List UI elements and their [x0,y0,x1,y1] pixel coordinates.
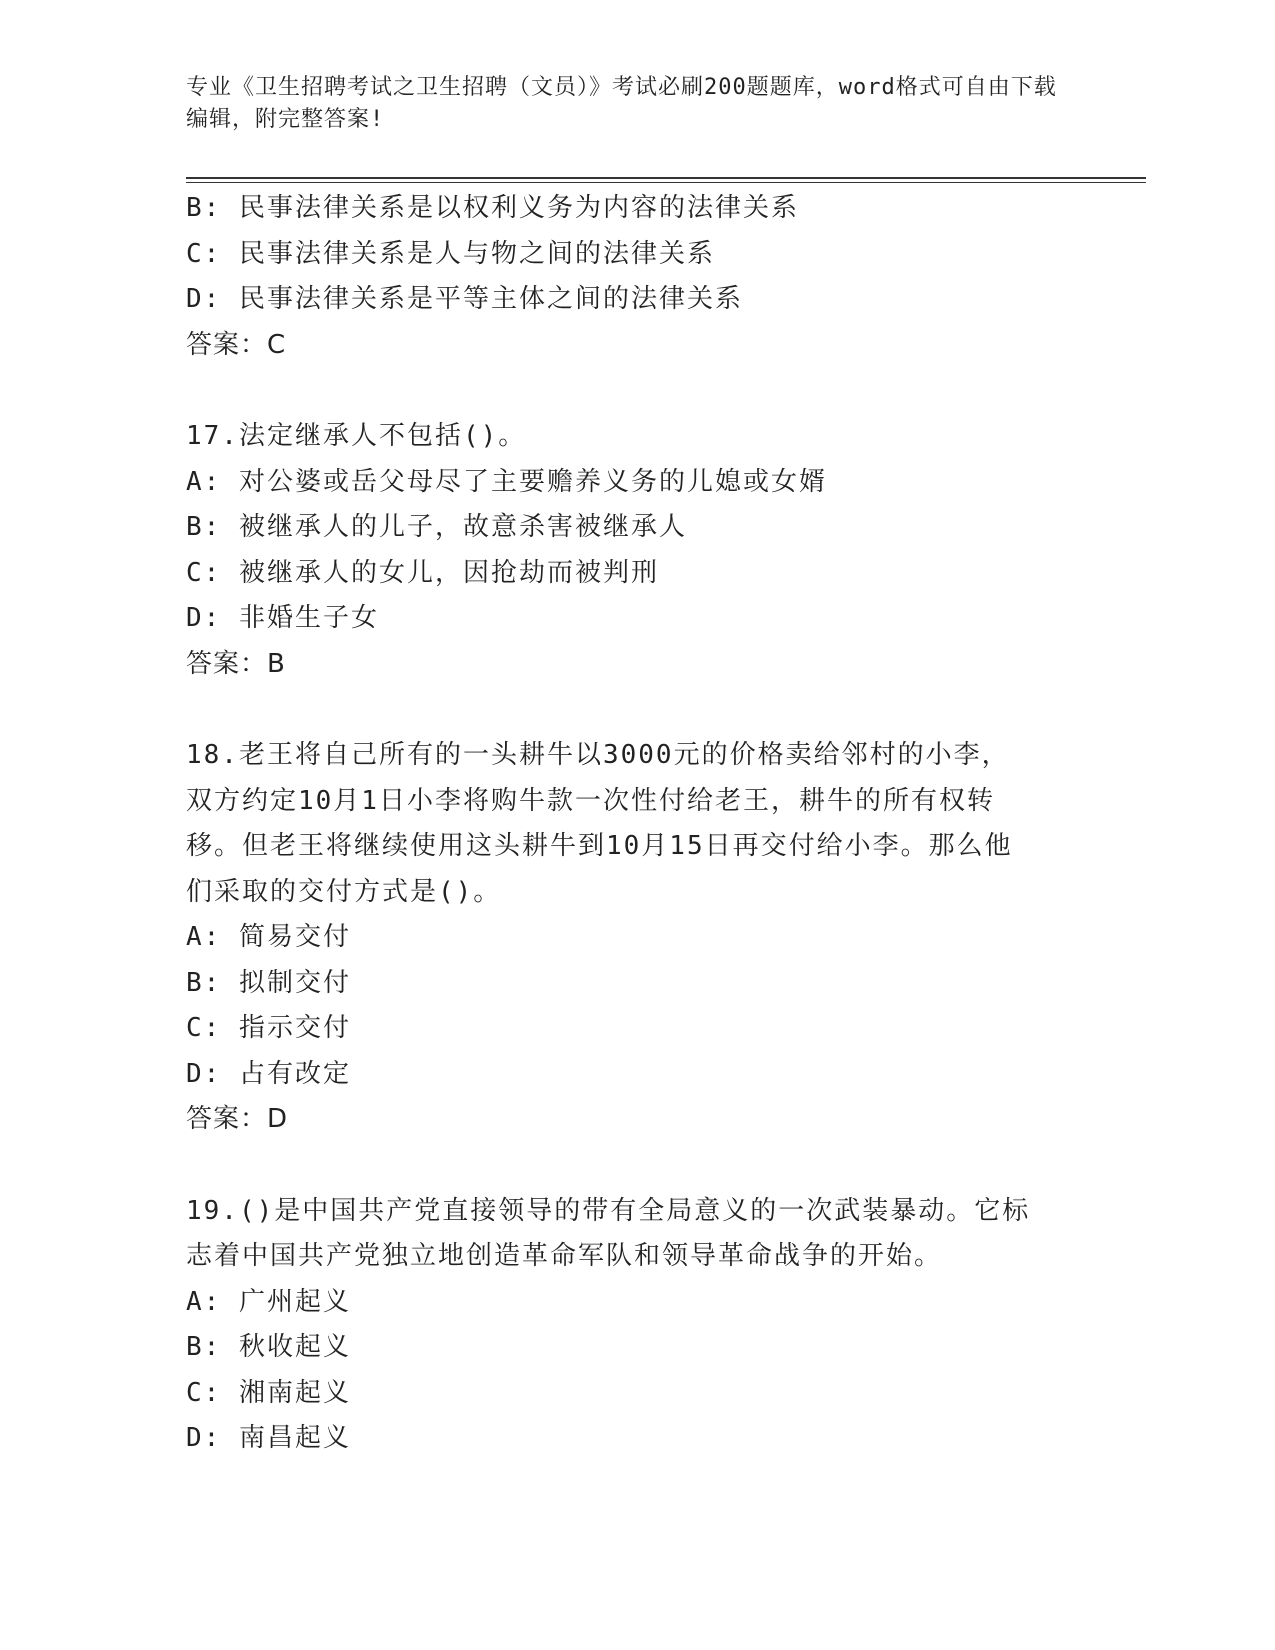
question-list [186,186,1086,1462]
answer-line: 答案：D [186,1104,289,1134]
question-prompt: 17.法定继承人不包括()。 [186,421,527,451]
spacer [186,687,1086,733]
option-c: C: 民事法律关系是人与物之间的法律关系 [186,238,715,269]
question-block [186,414,1086,687]
option-b: B: 被继承人的儿子，故意杀害被继承人 [186,512,687,542]
option-d: D: 南昌起义 [186,1423,351,1453]
question-prompt: 18.老王将自己所有的一头耕牛以3000元的价格卖给邻村的小李，双方约定10月1日小李将购牛款一次性付给老王，耕牛的所有权转移。但老王将继续使用这头耕牛到10月15日再交付给小李。那么他们采取的交付方式是()。 [186,740,1013,907]
option-a: A: 对公婆或岳父母尽了主要赡养义务的儿媳或女婿 [186,466,827,497]
option-d: D: 占有改定 [186,1058,351,1089]
question-block [186,733,1086,1143]
option-b: B: 民事法律关系是以权利义务为内容的法律关系 [186,193,799,223]
option-b: B: 拟制交付 [186,967,351,998]
spacer [186,1143,1086,1189]
answer-line: 答案：B [186,648,286,679]
option-b: B: 秋收起义 [186,1332,351,1362]
option-c: C: 被继承人的女儿，因抢劫而被判刑 [186,557,659,588]
question-prompt: 19.()是中国共产党直接领导的带有全局意义的一次武装暴动。它标志着中国共产党独立地创造革命军队和领导革命战争的开始。 [186,1195,1031,1271]
question-block [186,186,1086,368]
option-a: A: 广州起义 [186,1286,351,1317]
option-d: D: 非婚生子女 [186,603,379,633]
question-block [186,1189,1086,1462]
option-a: A: 简易交付 [186,922,351,952]
option-c: C: 指示交付 [186,1013,351,1043]
document-header: 专业《卫生招聘考试之卫生招聘（文员）》考试必刷200题题库，word格式可自由下载编辑，附完整答案! [186,75,1057,132]
spacer [186,368,1086,414]
header-divider-thin [186,182,1146,183]
option-c: C: 湘南起义 [186,1377,351,1408]
answer-line: 答案：C [186,329,287,360]
header-divider-thick [186,177,1146,179]
option-d: D: 民事法律关系是平等主体之间的法律关系 [186,284,743,314]
